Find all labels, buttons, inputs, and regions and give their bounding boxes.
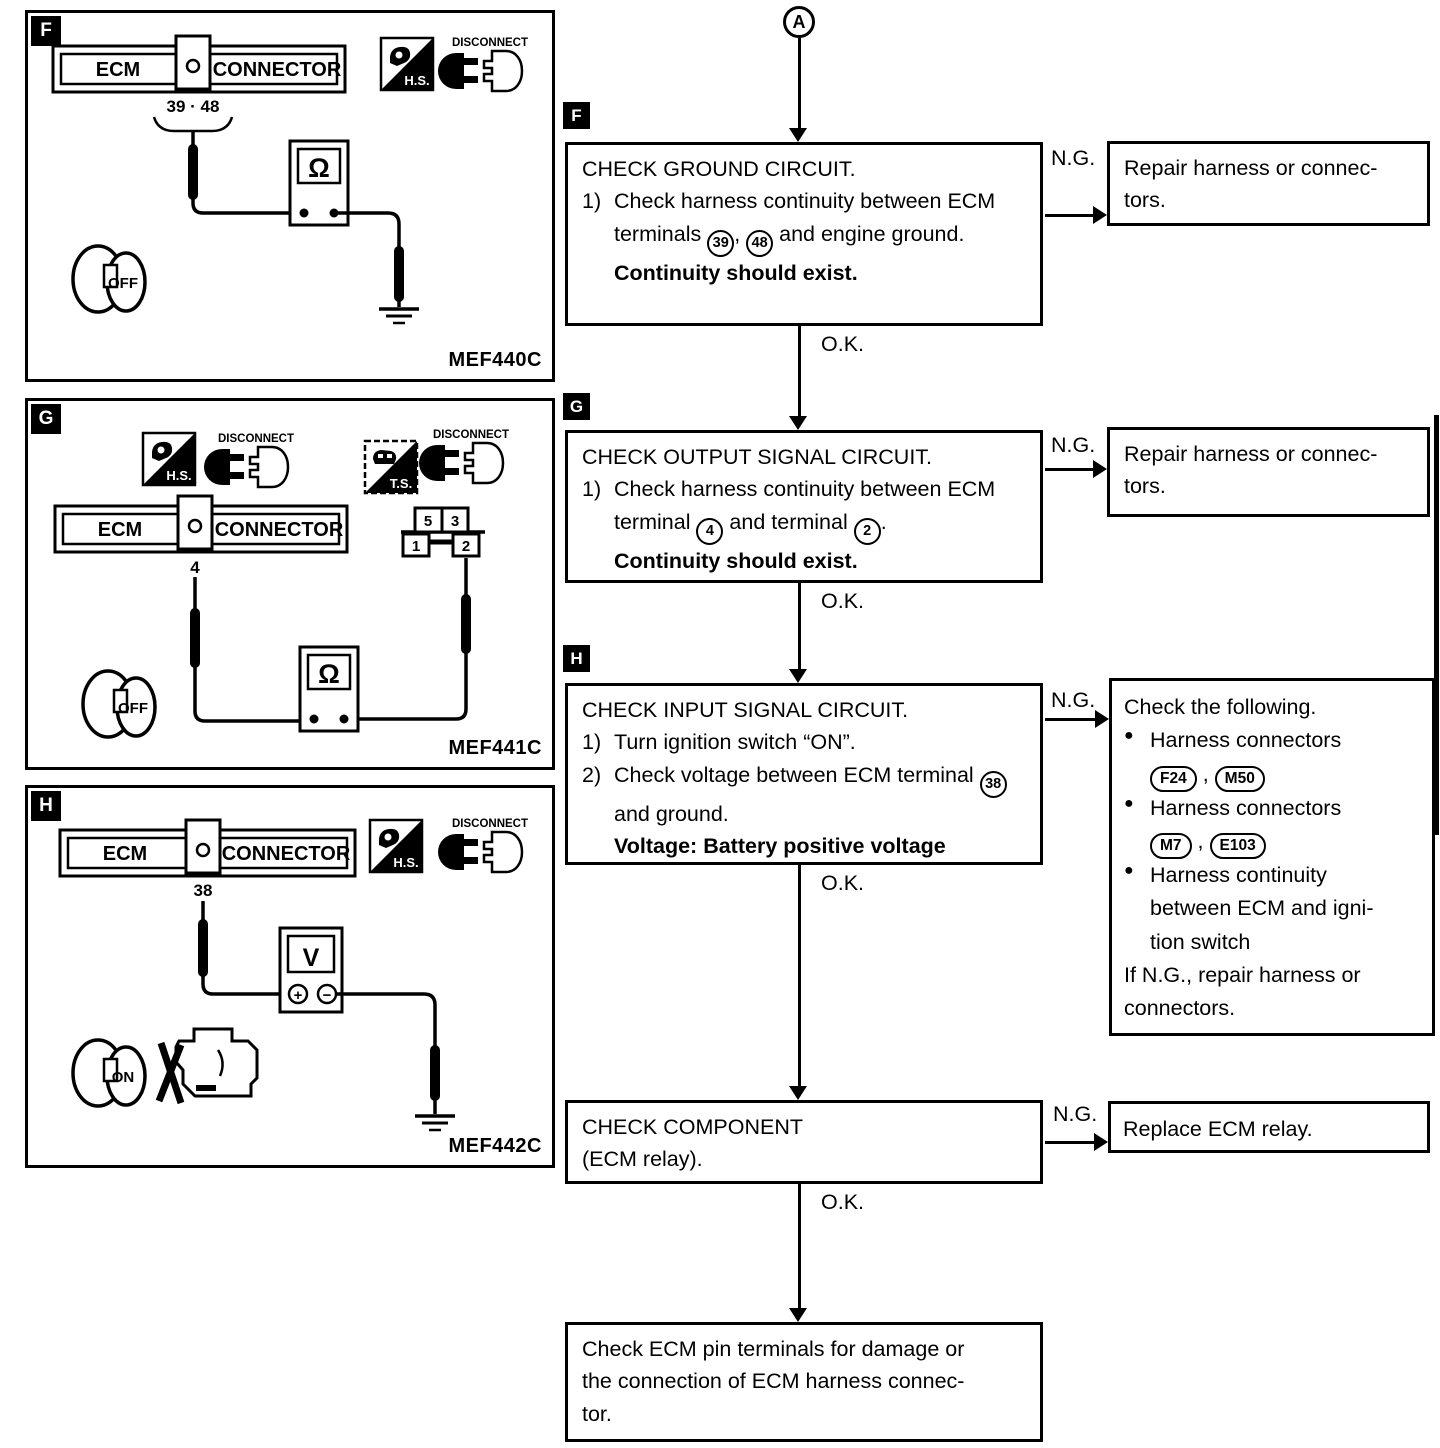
flow-arrow-h-to-component [798,865,801,1086]
arrowhead-down-icon [789,128,807,142]
step-f-item-text: Check harness continuity between ECM terminals [614,189,996,246]
result-repair-f-box [1107,141,1430,226]
ohm-symbol: Ω [318,659,340,689]
step-h-item2-text: Check voltage between ECM terminal [614,762,980,787]
connector-ref-m7: M7 [1150,833,1192,859]
step-h-item1-number: 1) [582,730,602,755]
step-f-item-text: , [734,221,747,246]
ts-inspection-icon [365,441,417,493]
flow-arrow-g-ng [1045,468,1095,471]
minus-terminal: − [322,987,332,1004]
ignition-state-label: OFF [108,275,138,292]
disconnect-label: DISCONNECT [451,818,529,830]
arrowhead-down-icon [789,1308,807,1322]
connector-ref-e103: E103 [1210,833,1266,859]
flow-step-letter-g: G [563,393,590,420]
terminal-48-circle: 48 [746,230,773,257]
voltmeter-icon [280,928,342,1012]
ng-label: N.G. [1048,433,1098,458]
repair-text: Repair harness or connec- [1124,156,1378,180]
hs-label: H.S. [404,73,430,88]
step-h-item2-text: and ground. [614,801,729,826]
panel-letter-chip-h: H [31,791,61,821]
flow-arrow-f-ng [1045,214,1095,217]
flow-arrow-h-ng [1045,718,1097,721]
figure-g-drawing [28,401,552,767]
step-f-emphasis: Continuity should exist. [614,260,858,285]
hs-label: H.S. [393,855,419,870]
flow-arrow-a-to-f [798,38,801,128]
arrowhead-right-icon [1093,206,1107,224]
terminal-callout: 38 [193,881,213,900]
panel-letter-chip-f: F [31,16,61,46]
ignition-key-on-icon [73,1040,145,1106]
repair-text: tors. [1124,188,1166,213]
test-probe-wire-right [336,994,435,1114]
arrowhead-right-icon [1093,460,1107,478]
result-replace-relay-box [1108,1101,1430,1153]
check-following-footer: If N.G., repair harness or [1124,962,1361,987]
figure-code: MEF440C [448,349,542,371]
ecm-label: ECM [97,519,143,541]
test-probe-wire-left [195,577,309,721]
step-h-title: CHECK INPUT SIGNAL CIRCUIT. [582,698,909,722]
test-probe-wire-right [334,213,399,307]
pin-5: 5 [423,513,433,530]
pin-3: 3 [450,513,460,530]
ignition-state-label: ON [111,1069,135,1086]
terminal-brace [154,117,232,131]
ecm-connector-strip [53,36,345,92]
figure-panel-g [25,398,555,770]
step-f-item-text: and engine ground. [773,221,965,246]
step-f-title: CHECK GROUND CIRCUIT. [582,157,856,181]
flow-step-g-box [565,430,1043,583]
connector-ref-f24: F24 [1150,766,1197,792]
connector-label: CONNECTOR [221,843,351,865]
component-subtitle: (ECM relay). [582,1147,703,1172]
ng-label: N.G. [1050,1102,1100,1127]
ecm-connector-strip [55,496,347,552]
disconnect-icon [438,37,528,91]
check-item-text: Harness connectors [1150,728,1342,753]
arrowhead-down-icon [789,416,807,430]
flow-connector-a: A [783,6,815,38]
disconnect-icon [438,818,528,872]
flow-final-box [565,1322,1043,1442]
ecm-connector-strip [60,820,355,876]
check-following-title: Check the following. [1124,695,1317,719]
arrowhead-down-icon [789,1086,807,1100]
ecm-label: ECM [102,843,148,865]
result-check-following-box [1109,678,1435,1036]
terminal-2-circle: 2 [854,518,881,545]
figure-panel-f [25,10,555,382]
step-h-item2-number: 2) [582,762,602,787]
ground-symbol-icon [379,309,419,323]
ignition-state-label: OFF [118,700,148,717]
final-text: the connection of ECM harness connec- [582,1369,965,1394]
hs-inspection-icon [143,433,195,485]
ohmmeter-icon [300,647,358,731]
ok-label: O.K. [818,589,867,614]
terminal-39-circle: 39 [707,230,734,257]
final-text: tor. [582,1401,612,1426]
pin-1: 1 [411,538,421,555]
final-text: Check ECM pin terminals for damage or [582,1337,965,1361]
ng-label: N.G. [1048,688,1098,713]
bullet-icon: ● [1124,861,1134,879]
figure-code: MEF442C [448,1135,542,1157]
bullet-icon: ● [1124,727,1134,745]
flow-step-letter-h: H [563,645,590,672]
flow-arrow-g-to-h [798,583,801,669]
test-probe-wire-left [193,131,299,213]
hs-label: H.S. [166,468,192,483]
arrowhead-right-icon [1094,1133,1108,1151]
ignition-key-off-icon [83,671,155,737]
flow-step-f-box [565,142,1043,326]
ok-label: O.K. [818,871,867,896]
connector-ref-m50: M50 [1215,766,1265,792]
disconnect-icon-2 [419,429,509,483]
scan-artifact-bar [1434,415,1439,835]
test-probe-wire-right [349,558,466,719]
flow-step-component-box [565,1100,1043,1184]
ignition-key-off-icon [73,246,145,312]
plus-terminal: + [293,987,303,1004]
ts-label: T.S. [389,476,413,491]
figure-f-drawing [28,13,552,379]
flow-arrow-component-to-final [798,1184,801,1308]
flow-arrow-component-ng [1045,1141,1097,1144]
engine-icon [159,1029,257,1103]
check-item-text: Harness continuity [1150,862,1327,887]
check-following-footer: connectors. [1124,996,1236,1021]
hs-inspection-icon [381,38,433,90]
figure-panel-h [25,785,555,1168]
figure-h-drawing [28,788,552,1165]
terminal-callout: 39 · 48 [166,97,220,116]
bullet-icon: ● [1124,794,1134,812]
check-item-text: between ECM and igni- [1150,896,1374,921]
ok-label: O.K. [818,1190,867,1215]
arrowhead-down-icon [789,669,807,683]
disconnect-icon [204,433,294,487]
pin-2: 2 [461,538,471,555]
panel-letter-chip-g: G [31,404,61,434]
figure-code: MEF441C [448,737,542,759]
step-h-item1-text: Turn ignition switch “ON”. [614,730,856,755]
test-probe-wire-left [203,901,289,994]
result-repair-g-box [1107,427,1430,517]
ok-label: O.K. [818,332,867,357]
terminal-38-circle: 38 [980,771,1007,798]
component-title: CHECK COMPONENT [582,1115,803,1139]
step-g-item-text: and terminal [723,509,854,534]
ng-label: N.G. [1048,146,1098,171]
step-g-title: CHECK OUTPUT SIGNAL CIRCUIT. [582,445,933,469]
check-item-text: Harness connectors [1150,795,1342,820]
hs-inspection-icon [370,820,422,872]
step-g-item-text: . [880,509,887,534]
step-g-item-text: Check harness continuity between ECM terminal [614,477,996,534]
check-item-text: tion switch [1150,929,1251,954]
ground-symbol-icon [415,1116,455,1130]
ref-separator: , [1202,761,1209,786]
step-g-item-number: 1) [582,477,602,502]
repair-text: Repair harness or connec- [1124,442,1378,466]
disconnect-label: DISCONNECT [451,37,529,49]
step-h-emphasis: Voltage: Battery positive voltage [614,834,946,859]
connector-label: CONNECTOR [214,519,344,541]
ecm-label: ECM [95,59,141,81]
ref-separator: , [1197,828,1204,853]
step-g-emphasis: Continuity should exist. [614,548,858,573]
step-f-item-number: 1) [582,189,602,214]
disconnect-label: DISCONNECT [432,429,510,441]
terminal-4-circle: 4 [696,518,723,545]
flow-step-h-box [565,683,1043,865]
connector-label: CONNECTOR [212,59,342,81]
disconnect-label: DISCONNECT [217,433,295,445]
repair-text: tors. [1124,474,1166,499]
relay-pin-block [401,508,485,556]
arrowhead-right-icon [1095,710,1109,728]
ohm-symbol: Ω [308,153,330,183]
flow-arrow-f-to-g [798,326,801,416]
flow-step-letter-f: F [563,102,590,129]
replace-relay-text: Replace ECM relay. [1123,1117,1313,1141]
volt-symbol: V [302,944,320,972]
terminal-callout: 4 [190,558,200,577]
